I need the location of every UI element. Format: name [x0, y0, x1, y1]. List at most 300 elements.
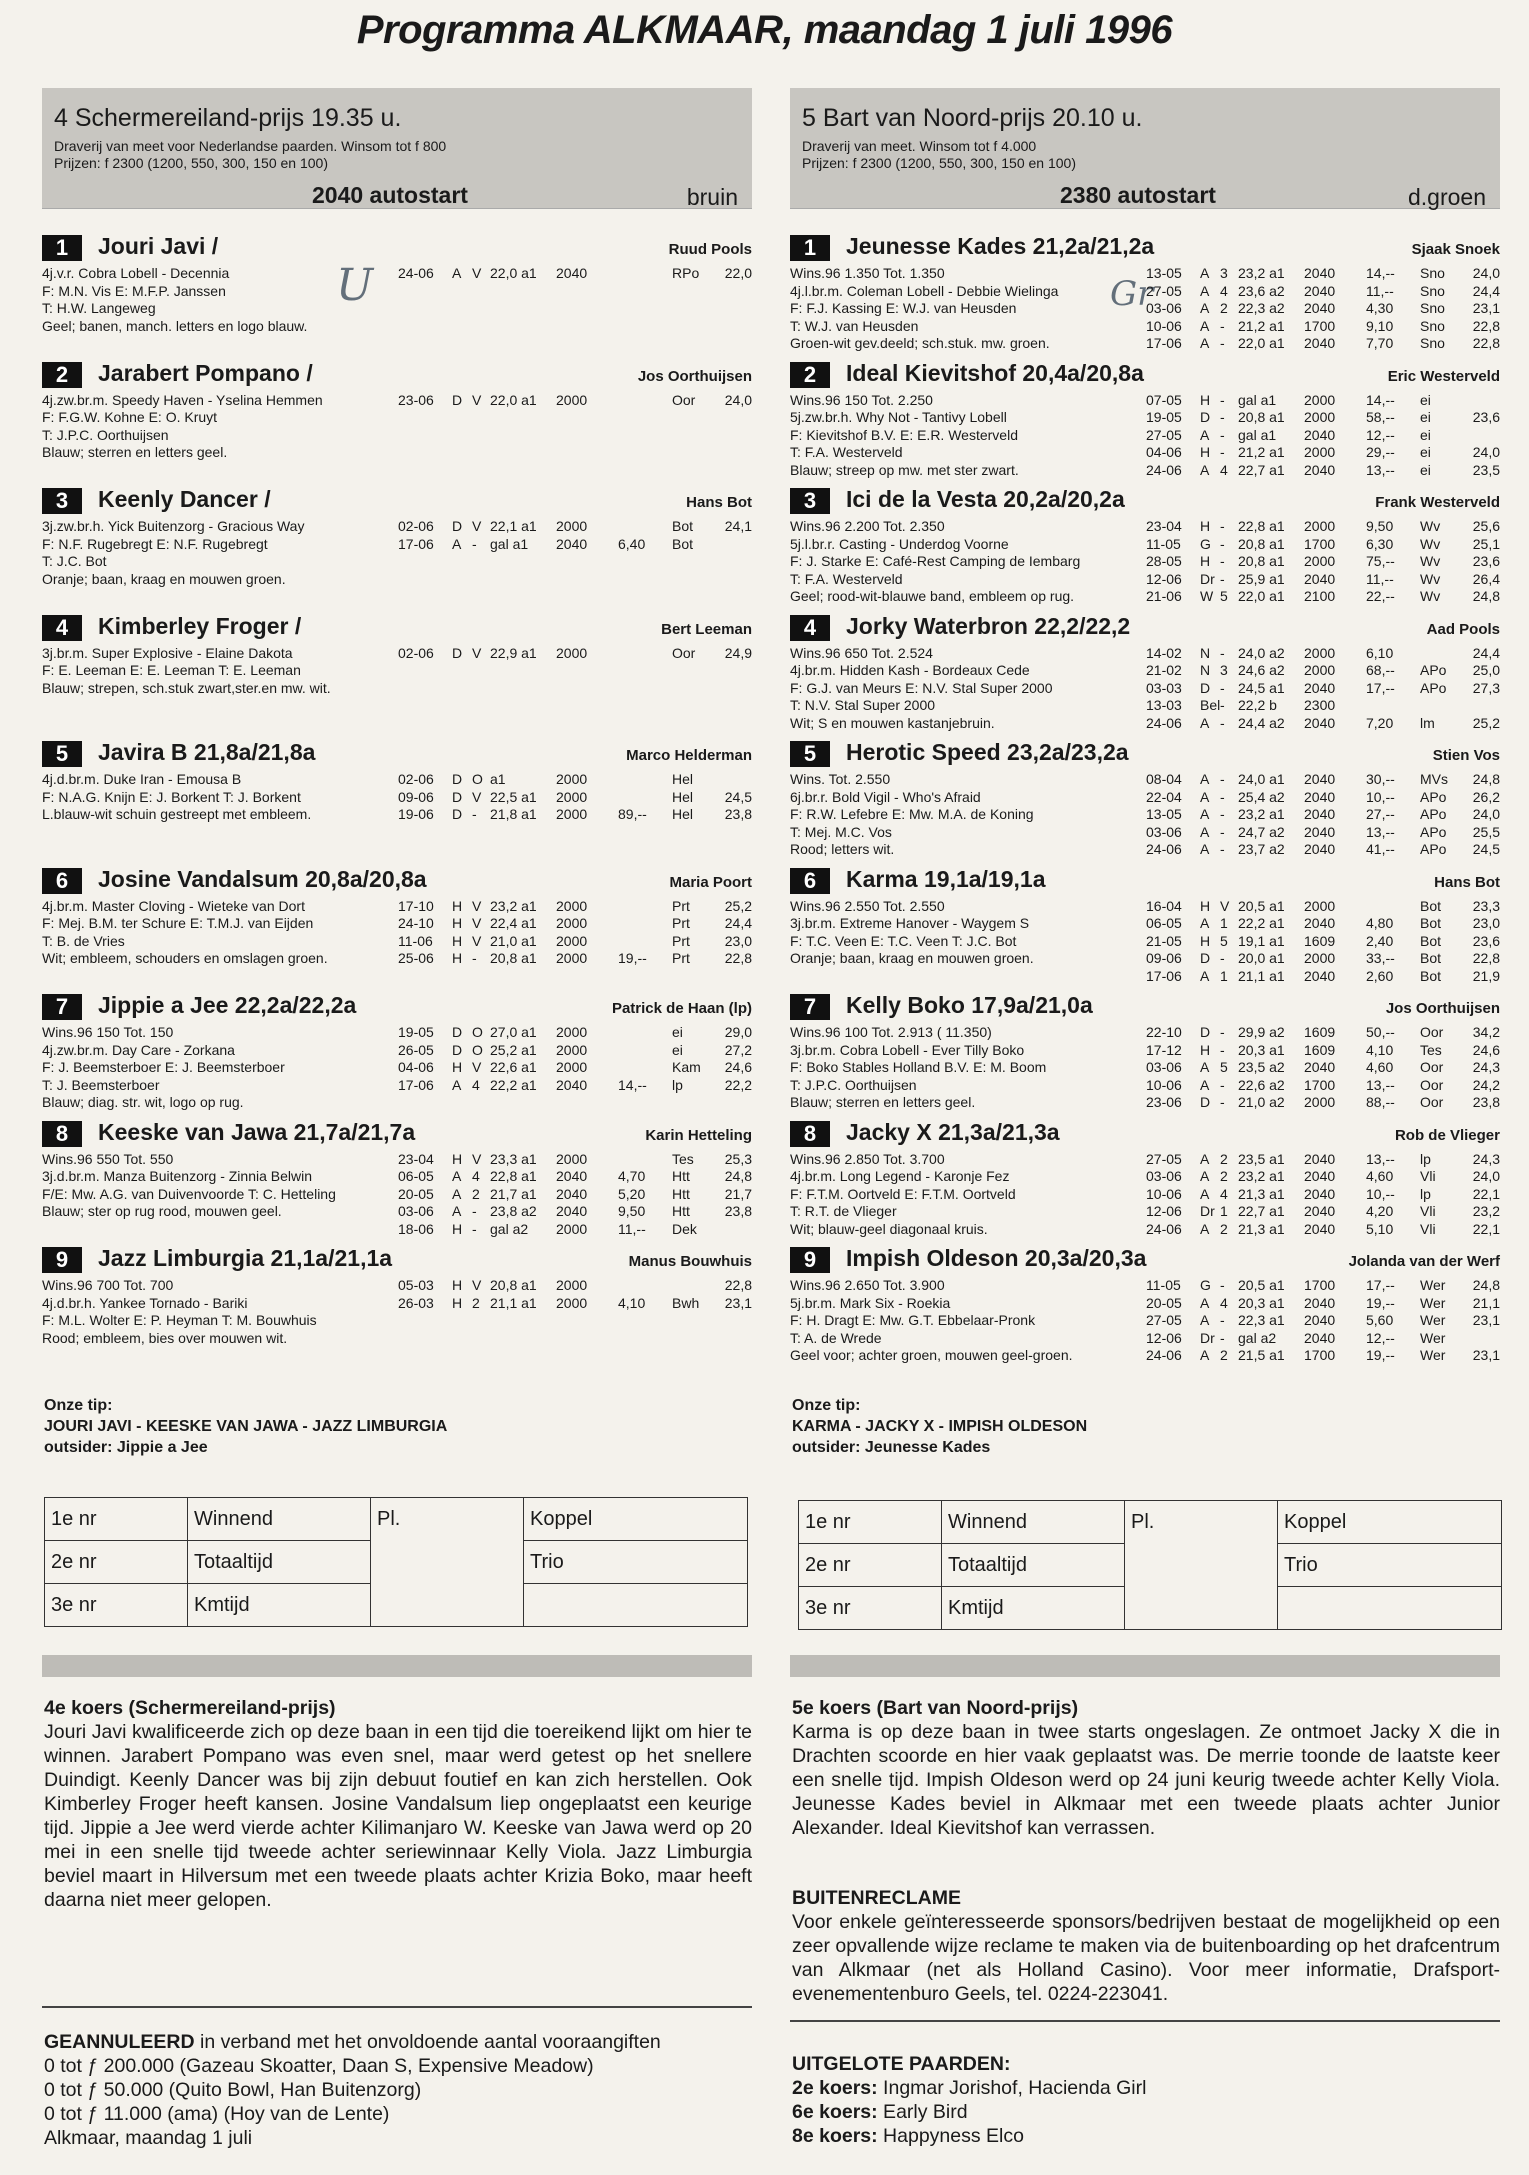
- result-cell: 2040: [1304, 1294, 1336, 1311]
- result-cell: 68,--: [1366, 662, 1395, 678]
- divider-rule: [42, 2006, 752, 2008]
- result-cell: 2100: [1304, 588, 1336, 604]
- horse-entry: [790, 866, 1500, 986]
- result-cell: 2040: [1304, 1312, 1336, 1328]
- horse-results: [398, 392, 752, 410]
- result-cell: MVs: [1420, 771, 1448, 787]
- result-cell: 2: [472, 1185, 480, 1202]
- result-cell: Bot: [1420, 950, 1442, 966]
- result-cell: 2000: [1304, 662, 1336, 678]
- result-cell: 2040: [1304, 806, 1336, 822]
- result-row: [1146, 680, 1500, 698]
- result-row: [1146, 715, 1500, 733]
- result-cell: [618, 645, 672, 663]
- result-cell: D: [452, 771, 463, 787]
- result-cell: 25-06: [398, 950, 434, 966]
- result-cell: ei: [672, 1024, 683, 1040]
- result-cell: 10-06: [1146, 317, 1182, 334]
- result-cell: 23,1: [1472, 1347, 1500, 1363]
- result-cell: 11,--: [1366, 570, 1394, 587]
- result-cell: [618, 1151, 672, 1169]
- result-cell: 04-06: [398, 1059, 434, 1075]
- uitgelote-label: 6e koers:: [792, 2101, 878, 2123]
- result-cell: 4,80: [1366, 915, 1394, 931]
- result-row: [1146, 968, 1500, 986]
- horse-number: 6: [42, 868, 82, 894]
- result-cell: A: [1200, 300, 1210, 316]
- result-cell: lp: [1420, 1185, 1431, 1202]
- bet-row-label: 2e nr: [45, 1541, 188, 1584]
- horse-entry: [790, 233, 1500, 353]
- result-cell: 25,2 a1: [490, 1041, 537, 1058]
- result-cell: H: [452, 1150, 463, 1167]
- horse-info-line: 4j.zw.br.m. Speedy Haven - Yselina Hemmen: [42, 391, 323, 408]
- horse-results: [398, 898, 752, 968]
- result-cell: A: [1200, 1076, 1210, 1093]
- horse-name: Jarabert Pompano /: [98, 359, 313, 386]
- result-cell: 2040: [1304, 841, 1336, 857]
- result-cell: 11-05: [1146, 1277, 1181, 1293]
- result-cell: 22,0: [724, 265, 752, 281]
- horse-entry: [790, 739, 1500, 859]
- result-cell: 24,0: [1472, 1168, 1500, 1184]
- uitgelote-value: Ingmar Jorishof, Hacienda Girl: [877, 2077, 1147, 2099]
- result-cell: 23,0: [1472, 915, 1500, 931]
- result-cell: gal a2: [1238, 1329, 1277, 1346]
- result-cell: 2040: [1304, 335, 1336, 351]
- uitgelote-label: 2e koers:: [792, 2077, 878, 2099]
- result-cell: 24-06: [1146, 841, 1182, 857]
- result-cell: 2: [1220, 1150, 1228, 1167]
- result-cell: 24,0: [724, 391, 752, 408]
- result-cell: A: [1200, 823, 1210, 840]
- race-description: [802, 138, 1076, 172]
- result-row: [398, 645, 752, 663]
- result-cell: O: [472, 771, 483, 787]
- horse-info-line: F: H. Dragt E: Mw. G.T. Ebbelaar-Pronk: [790, 1312, 1036, 1328]
- horse-info-line: Wins.96 150 Tot. 2.250: [790, 391, 933, 408]
- result-row: [398, 1077, 752, 1095]
- horse-driver: Jos Oorthuijsen: [1385, 1000, 1500, 1017]
- result-cell: 2000: [556, 1294, 588, 1311]
- result-cell: -: [1220, 1076, 1225, 1093]
- result-cell: 2000: [1304, 391, 1336, 408]
- tip-block: [792, 1395, 1087, 1458]
- result-cell: 13-05: [1146, 265, 1182, 281]
- result-cell: Vli: [1420, 1220, 1436, 1237]
- result-cell: 24,5: [1472, 841, 1500, 857]
- result-cell: 17-06: [398, 535, 434, 552]
- result-cell: 27-05: [1146, 426, 1182, 443]
- result-cell: Oor: [1420, 1094, 1444, 1110]
- result-row: [1146, 518, 1500, 536]
- result-cell: D: [452, 644, 463, 661]
- result-cell: 29,--: [1366, 444, 1395, 460]
- result-cell: 22-04: [1146, 788, 1182, 805]
- result-cell: V: [472, 897, 482, 914]
- result-row: [398, 898, 752, 916]
- tip-block: [44, 1395, 447, 1458]
- result-cell: 22,7 a1: [1238, 1203, 1285, 1219]
- result-cell: 2000: [556, 391, 588, 408]
- horse-info-line: Rood; letters wit.: [790, 841, 895, 857]
- result-cell: gal a1: [1238, 391, 1277, 408]
- horse-info-line: Wins.96 1.350 Tot. 1.350: [790, 265, 945, 281]
- horse-number: 7: [42, 994, 82, 1020]
- result-cell: D: [1200, 679, 1211, 696]
- horse-entry: [42, 233, 752, 353]
- result-cell: 2000: [556, 932, 588, 949]
- horse-info-line: F: F.G.W. Kohne E: O. Kruyt: [42, 409, 218, 425]
- result-cell: [618, 1059, 672, 1077]
- result-cell: 27,3: [1472, 679, 1500, 696]
- horse-results: [1146, 1151, 1500, 1239]
- result-cell: Sno: [1420, 282, 1445, 299]
- buitenreclame-text: Voor enkele geïnteresseerde sponsors/bedrijven bestaat de mogelijkheid op een zeer opvallende wijze reclame te maken via de buitenboarding op het drafcentrum van Alkmaar (net als Holland Casino). Voor meer informatie, Drafsport-evenementenburo Geels, tel. 0224-223041.: [792, 1911, 1500, 2005]
- result-cell: Prt: [672, 950, 690, 966]
- bet-form-left: [44, 1497, 748, 1627]
- horse-info-line: F: R.W. Lefebre E: Mw. M.A. de Koning: [790, 806, 1034, 822]
- result-cell: APo: [1420, 841, 1447, 857]
- horse-number: 9: [790, 1247, 830, 1273]
- horse-info-line: Wins.96 150 Tot. 150: [42, 1024, 174, 1040]
- result-cell: -: [1220, 391, 1225, 408]
- result-cell: V: [472, 915, 482, 931]
- result-cell: Wer: [1420, 1347, 1446, 1363]
- horse-info-line: 4j.br.m. Hidden Kash - Bordeaux Cede: [790, 662, 1030, 678]
- race-conditions: Draverij van meet voor Nederlandse paarden. Winsom tot f 800: [54, 138, 447, 154]
- result-cell: 4: [472, 1076, 480, 1093]
- horse-results: [398, 771, 752, 824]
- result-cell: 26,2: [1472, 788, 1500, 805]
- result-cell: 03-06: [1146, 300, 1182, 316]
- horse-info-line: Blauw; streep op mw. met ster zwart.: [790, 461, 1019, 478]
- result-cell: APo: [1420, 788, 1447, 805]
- horse-entry: [42, 613, 752, 733]
- horse-info-line: Oranje; baan, kraag en mouwen groen.: [42, 570, 286, 587]
- result-cell: 2: [1220, 1168, 1228, 1184]
- result-row: [1146, 841, 1500, 859]
- horse-info-line: 4j.l.br.m. Coleman Lobell - Debbie Wielinga: [790, 282, 1059, 299]
- bet-field-label: Trio: [524, 1541, 748, 1584]
- result-cell: 4: [1220, 282, 1228, 299]
- result-cell: 13,--: [1366, 461, 1395, 478]
- result-cell: 23,1: [1472, 1312, 1500, 1328]
- result-cell: 17-06: [398, 1076, 434, 1093]
- horse-info: [42, 518, 402, 588]
- result-cell: 20,5 a1: [1238, 897, 1285, 914]
- result-cell: 24,6: [1472, 1041, 1500, 1058]
- result-cell: A: [1200, 806, 1210, 822]
- result-cell: 2040: [556, 1168, 588, 1184]
- result-row: [1146, 444, 1500, 462]
- horse-number: 7: [790, 994, 830, 1020]
- bet-field-label: Koppel: [1278, 1501, 1502, 1544]
- result-cell: -: [1220, 426, 1225, 443]
- result-cell: A: [452, 265, 462, 281]
- horse-number: 9: [42, 1247, 82, 1273]
- horse-entry: [42, 1119, 752, 1239]
- result-cell: 5: [1220, 588, 1228, 604]
- race-distance: 2040 autostart: [312, 182, 468, 208]
- result-cell: 25,3: [724, 1150, 752, 1167]
- result-cell: 6,30: [1366, 535, 1394, 552]
- result-cell: 21,9: [1472, 967, 1500, 984]
- result-cell: -: [1220, 1041, 1225, 1058]
- result-cell: 5,10: [1366, 1220, 1394, 1237]
- horse-info-line: Wins.96 2.200 Tot. 2.350: [790, 518, 945, 534]
- result-cell: Prt: [672, 932, 690, 949]
- result-cell: Htt: [672, 1203, 690, 1219]
- result-cell: [618, 789, 672, 807]
- divider-bar: [42, 1655, 752, 1677]
- result-cell: 02-06: [398, 518, 434, 534]
- result-cell: 21,8 a1: [490, 806, 537, 822]
- result-cell: 17-06: [1146, 967, 1182, 984]
- result-cell: [1464, 1330, 1500, 1348]
- horse-driver: Stien Vos: [1432, 747, 1500, 764]
- result-cell: Htt: [672, 1168, 690, 1184]
- result-cell: V: [472, 788, 482, 805]
- result-cell: 2000: [556, 1041, 588, 1058]
- result-cell: 11,--: [1366, 282, 1394, 299]
- horse-info-line: Wins.96 650 Tot. 2.524: [790, 644, 933, 661]
- result-cell: 22,8 a1: [490, 1168, 537, 1184]
- result-cell: 06-05: [398, 1168, 434, 1184]
- result-cell: W: [1200, 588, 1214, 604]
- result-row: [1146, 1203, 1500, 1221]
- result-cell: 22,1: [1472, 1220, 1500, 1237]
- result-row: [1146, 462, 1500, 480]
- result-cell: H: [452, 1220, 463, 1237]
- result-cell: 2000: [556, 915, 588, 931]
- result-cell: 24,0 a1: [1238, 771, 1285, 787]
- result-cell: A: [452, 1185, 462, 1202]
- result-cell: -: [1220, 644, 1225, 661]
- result-cell: 30,--: [1366, 771, 1395, 787]
- horse-name: Herotic Speed 23,2a/23,2a: [846, 739, 1129, 765]
- result-cell: 10-06: [1146, 1185, 1182, 1202]
- horse-info-line: T: N.V. Stal Super 2000: [790, 697, 936, 713]
- result-cell: 24,6: [724, 1059, 752, 1075]
- race-header: [42, 88, 752, 209]
- horse-info-line: T: H.W. Langeweg: [42, 300, 156, 316]
- result-cell: 23,6: [1472, 409, 1500, 425]
- result-cell: 24,4: [1472, 282, 1500, 299]
- result-cell: -: [1220, 444, 1225, 460]
- result-cell: 1: [1220, 915, 1228, 931]
- horse-results: [1146, 518, 1500, 606]
- result-row: [1146, 392, 1500, 410]
- result-cell: 2040: [1304, 265, 1336, 281]
- result-cell: 1700: [1304, 1277, 1336, 1293]
- buitenreclame-heading: BUITENRECLAME: [792, 1887, 961, 1909]
- result-cell: -: [1220, 335, 1225, 351]
- horse-info-line: Blauw; sterren en letters geel.: [790, 1094, 976, 1110]
- horse-number: 5: [790, 741, 830, 767]
- result-cell: N: [1200, 662, 1211, 678]
- result-cell: 24,0: [1472, 265, 1500, 281]
- result-cell: 12-06: [1146, 570, 1182, 587]
- result-cell: V: [472, 932, 482, 949]
- result-row: [1146, 1024, 1500, 1042]
- result-cell: D: [452, 806, 463, 822]
- result-row: [398, 950, 752, 968]
- horse-info-line: Wit; S en mouwen kastanjebruin.: [790, 714, 995, 731]
- result-cell: 2040: [1304, 1329, 1336, 1346]
- horse-info-line: 5j.br.m. Mark Six - Roekia: [790, 1294, 951, 1311]
- horse-info-line: F: Kievitshof B.V. E: E.R. Westerveld: [790, 426, 1018, 443]
- horse-info-line: F: N.A.G. Knijn E: J. Borkent T: J. Borkent: [42, 788, 301, 805]
- result-cell: [1464, 427, 1500, 445]
- result-cell: A: [1200, 1059, 1210, 1075]
- result-cell: 12-06: [1146, 1329, 1182, 1346]
- result-cell: 22,3 a1: [1238, 1312, 1285, 1328]
- horse-info-line: Wins.96 2.650 Tot. 3.900: [790, 1277, 945, 1293]
- horse-name: Jouri Javi /: [98, 233, 219, 259]
- result-cell: 12,--: [1366, 1329, 1395, 1346]
- result-cell: Tes: [1420, 1041, 1442, 1058]
- horse-driver: Eric Westerveld: [1387, 367, 1500, 385]
- race-analysis-right: [792, 1696, 1500, 1840]
- result-cell: 23-06: [1146, 1094, 1182, 1110]
- result-row: [1146, 1151, 1500, 1169]
- result-cell: A: [1200, 788, 1210, 805]
- result-cell: 21,0 a2: [1238, 1094, 1285, 1110]
- result-cell: V: [472, 518, 482, 534]
- result-cell: 24-06: [1146, 461, 1182, 478]
- result-cell: A: [1200, 1294, 1210, 1311]
- result-cell: -: [1220, 518, 1225, 534]
- result-cell: A: [452, 1076, 462, 1093]
- horse-number: 2: [790, 362, 830, 388]
- bet-field-label: Pl.: [1125, 1501, 1278, 1630]
- horse-driver: Karin Hetteling: [645, 1126, 752, 1144]
- result-cell: H: [452, 950, 463, 966]
- result-cell: 88,--: [1366, 1094, 1395, 1110]
- horse-entry: [790, 1119, 1500, 1239]
- bet-field-label: Totaaltijd: [942, 1544, 1125, 1587]
- result-cell: 23,2: [1472, 1203, 1500, 1219]
- horse-info-line: T: R.T. de Vlieger: [790, 1203, 897, 1219]
- result-cell: 2040: [1304, 1185, 1336, 1202]
- result-cell: A: [1200, 317, 1210, 334]
- result-cell: Oor: [1420, 1076, 1444, 1093]
- result-cell: 23-06: [398, 391, 434, 408]
- result-cell: 22,8 a1: [1238, 518, 1285, 534]
- result-cell: 4,70: [618, 1168, 646, 1184]
- horse-number: 3: [42, 488, 82, 514]
- result-cell: Dek: [672, 1220, 697, 1237]
- horse-info-line: F: N.F. Rugebregt E: N.F. Rugebregt: [42, 535, 268, 552]
- result-cell: 20,8 a1: [490, 950, 537, 966]
- horse-entry: [790, 486, 1500, 606]
- result-cell: -: [472, 806, 477, 822]
- horse-info-line: T: A. de Wrede: [790, 1329, 882, 1346]
- result-row: [398, 915, 752, 933]
- result-cell: Sno: [1420, 317, 1445, 334]
- result-cell: 50,--: [1366, 1024, 1395, 1040]
- result-row: [1146, 824, 1500, 842]
- horse-name: Kelly Boko 17,9a/21,0a: [846, 992, 1093, 1018]
- result-cell: 2000: [556, 644, 588, 661]
- horse-info-line: T: J. Beemsterboer: [42, 1076, 160, 1093]
- result-cell: A: [1200, 915, 1210, 931]
- horse-results: [1146, 1277, 1500, 1365]
- result-cell: Vli: [1420, 1203, 1436, 1219]
- result-cell: [716, 771, 752, 789]
- horse-info-line: Oranje; baan, kraag en mouwen groen.: [790, 950, 1034, 966]
- result-row: [1146, 806, 1500, 824]
- result-cell: 4: [472, 1168, 480, 1184]
- result-cell: 2000: [1304, 553, 1336, 569]
- horse-results: [398, 1151, 752, 1239]
- bet-form-right: [798, 1500, 1502, 1630]
- result-cell: [618, 1277, 672, 1295]
- result-cell: 21-06: [1146, 588, 1182, 604]
- result-cell: 2000: [556, 788, 588, 805]
- result-cell: 9,50: [1366, 518, 1394, 534]
- result-cell: Wv: [1420, 553, 1441, 569]
- result-cell: 2000: [556, 1277, 588, 1293]
- horse-info-line: 3j.br.m. Extreme Hanover - Waygem S: [790, 915, 1030, 931]
- result-cell: 23-04: [398, 1150, 434, 1167]
- result-cell: 27-05: [1146, 282, 1182, 299]
- page-title: Programma ALKMAAR, maandag 1 juli 1996: [356, 8, 1173, 52]
- horse-info-line: Blauw; ster op rug rood, mouwen geel.: [42, 1203, 282, 1219]
- analysis-heading: 5e koers (Bart van Noord-prijs): [792, 1697, 1079, 1719]
- result-cell: 24-06: [1146, 1220, 1182, 1237]
- result-cell: Tes: [672, 1150, 694, 1167]
- horse-info-line: Wins.96 2.550 Tot. 2.550: [790, 897, 945, 914]
- bet-field-label: Kmtijd: [188, 1584, 371, 1627]
- divider-rule: [790, 2020, 1500, 2022]
- result-cell: V: [472, 644, 482, 661]
- horse-info-line: Wit; embleem, schouders en omslagen groen.: [42, 950, 328, 966]
- bet-field-label: Pl.: [371, 1498, 524, 1627]
- horse-info-line: 3j.br.m. Super Explosive - Elaine Dakota: [42, 644, 293, 661]
- result-cell: -: [1220, 409, 1225, 425]
- result-cell: -: [472, 950, 477, 966]
- horse-info-line: Wins.96 700 Tot. 700: [42, 1277, 174, 1293]
- horse-number: 3: [790, 488, 830, 514]
- result-cell: 05-03: [398, 1277, 434, 1293]
- result-cell: 24,7 a2: [1238, 823, 1285, 840]
- result-cell: 24-06: [1146, 714, 1182, 731]
- result-row: [1146, 1094, 1500, 1112]
- result-cell: Wer: [1420, 1277, 1446, 1293]
- horse-driver: Hans Bot: [1434, 873, 1500, 891]
- bet-field-label: Kmtijd: [942, 1587, 1125, 1630]
- result-cell: 4: [1220, 461, 1228, 478]
- race-title: 5 Bart van Noord-prijs 20.10 u.: [802, 104, 1143, 132]
- uitgelote-block: [792, 2052, 1502, 2148]
- result-cell: 2040: [1304, 426, 1336, 443]
- result-cell: -: [1220, 535, 1225, 552]
- result-cell: Hel: [672, 771, 694, 787]
- horse-number: 8: [790, 1121, 830, 1147]
- result-cell: APo: [1420, 662, 1447, 678]
- horse-info: [790, 898, 1150, 968]
- bet-row-label: 1e nr: [45, 1498, 188, 1541]
- horse-info-line: 6j.br.r. Bold Vigil - Who's Afraid: [790, 788, 981, 805]
- result-cell: 21,5 a1: [1238, 1347, 1285, 1363]
- result-cell: 2: [1220, 1220, 1228, 1237]
- result-cell: lp: [672, 1076, 683, 1093]
- tip-label: Onze tip:: [792, 1397, 861, 1414]
- result-cell: -: [1220, 697, 1225, 713]
- result-row: [1146, 1042, 1500, 1060]
